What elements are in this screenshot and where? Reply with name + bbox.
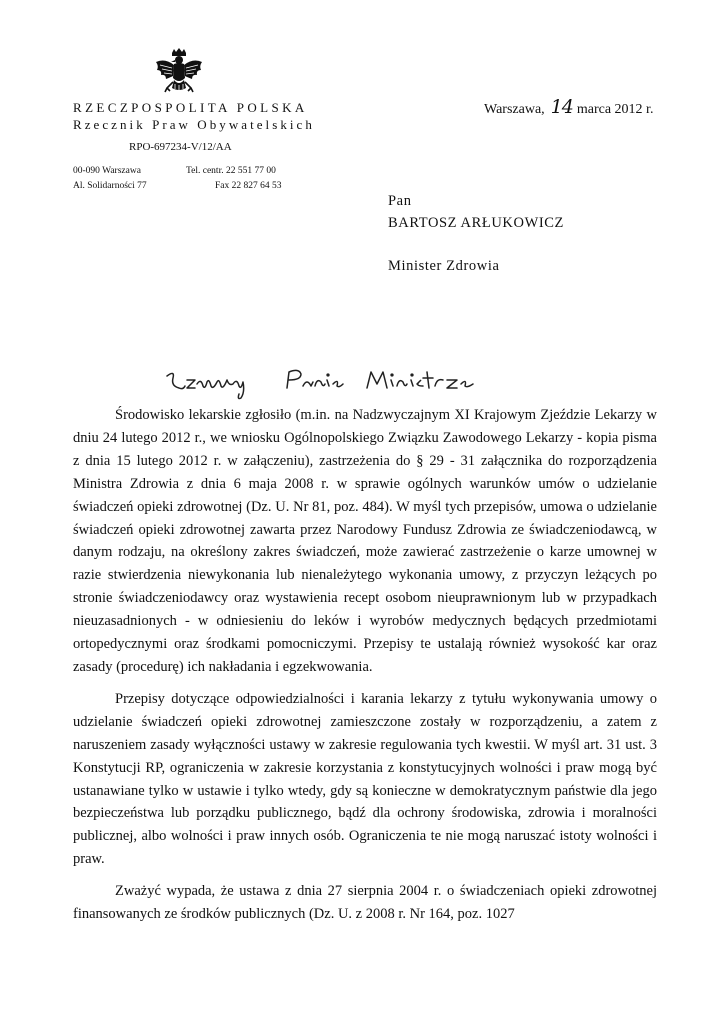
fax-number: Fax 22 827 64 53 [215, 181, 282, 191]
street-address: Al. Solidarności 77 [73, 181, 147, 191]
reference-number: RPO-697234-V/12/AA [129, 141, 232, 153]
office-name: Rzecznik Praw Obywatelskich [73, 117, 315, 132]
date-day-handwritten: 14 [550, 96, 573, 118]
postal-address: 00-090 Warszawa [73, 166, 141, 176]
recipient-name: BARTOSZ ARŁUKOWICZ [388, 215, 565, 231]
phone-number: Tel. centr. 22 551 77 00 [186, 166, 276, 176]
body-paragraph: Środowisko lekarskie zgłosiło (m.in. na Nadzwyczajnym XI Krajowym Zjeździe Lekarzy w dniu 24 lutego 2012 r., we wniosku Ogólnopolskiego Związku Zawodowego Lekarzy - kopia pisma z dnia 15 lutego 2012 r. w załączeniu), zastrzeżenia do § 29 - 31 załącznika do rozporządzenia Ministra Zdrowia z dnia 6 maja 2008 r. w sprawie ogólnych warunków umów o udzielanie świadczeń opieki zdrowotnej (Dz. U. Nr 81, poz. 484). W myśl tych przepisów, umowa o udzielanie świadczeń opieki zdrowotnej zawarta przez Narodowy Fundusz Zdrowia ze świadczeniodawcą, w danym rodzaju, na określony zakres świadczeń, może zawierać zastrzeżenie o karze umownej w razie stwierdzenia niewykonania lub nienależytego wykonania umowy, z przyczyn leżących po stronie świadczeniodawcy oraz wystawienia recept osobom nieuprawnionym lub w przypadkach nieuzasadnionych - w odniesieniu do leków i wyrobów medycznych będących przedmiotami ortopedycznymi oraz środkami pomocniczymi. Przepisy te ustalają również wysokość kar oraz zasady (procedurę) ich nakładania i egzekwowania. [73, 407, 657, 675]
body-paragraph: Zważyć wypada, że ustawa z dnia 27 sierpnia 2004 r. o świadczeniach opieki zdrowotnej finansowanych ze środków publicznych (Dz. U. z 2008 r. Nr 164, poz. 1027 [73, 883, 657, 923]
letter-date [484, 96, 653, 118]
handwritten-salutation [163, 364, 503, 402]
recipient-title: Pan [388, 193, 412, 209]
recipient-position: Minister Zdrowia [388, 258, 500, 274]
polish-eagle-emblem-icon [153, 48, 205, 98]
date-month-year: marca 2012 r. [576, 102, 654, 117]
letter-body [73, 404, 657, 935]
body-paragraph: Przepisy dotyczące odpowiedzialności i karania lekarzy z tytułu wykonywania umowy o udzielanie świadczeń opieki zdrowotnej zamieszczone zostały w rozporządzeniu, a zatem z naruszeniem zasady wyłączności ustawy w zakresie regulowania tych kwestii. W myśl art. 31 ust. 3 Konstytucji RP, ograniczenia w zakresie korzystania z konstytucyjnych wolności i praw mogą być ustanawiane tylko w ustawie i tylko wtedy, gdy są konieczne w demokratycznym państwie dla jego bezpieczeństwa lub porządku publicznego, bądź dla ochrony środowiska, zdrowia i moralności publicznej, albo wolności i praw innych osób. Ograniczenia te nie mogą naruszać istoty wolności i praw. [73, 690, 657, 868]
institution-name: RZECZPOSPOLITA POLSKA [73, 100, 308, 115]
date-place: Warszawa, [484, 102, 545, 117]
